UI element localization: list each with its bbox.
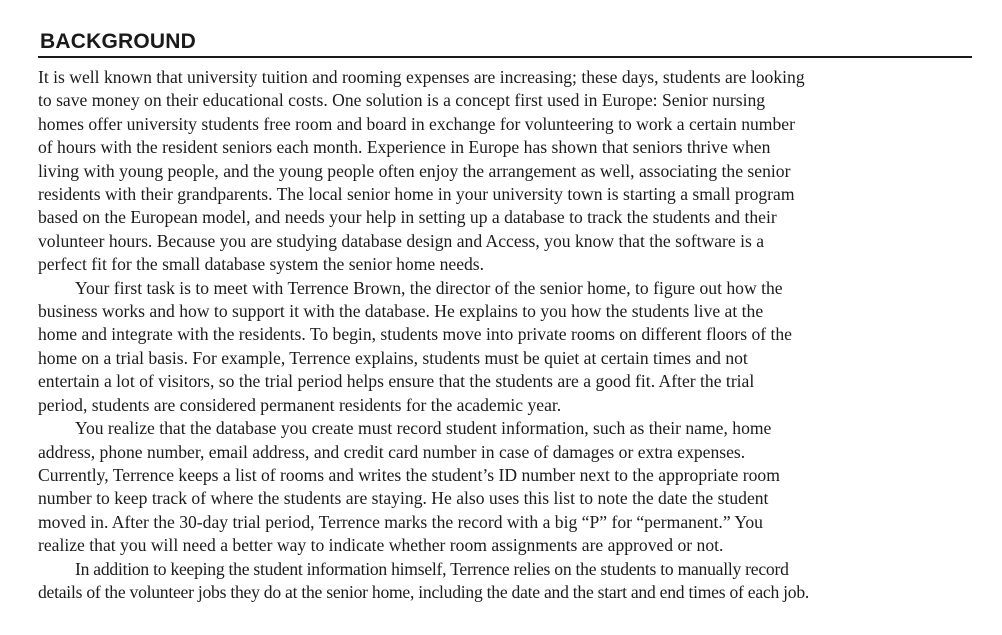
- paragraph: [38, 558, 974, 605]
- paragraph-line: In addition to keeping the student information himself, Terrence relies on the students to manually record: [75, 558, 789, 579]
- paragraph-line: Currently, Terrence keeps a list of rooms and writes the student’s ID number next to the appropriate room: [38, 464, 780, 485]
- paragraph-line: address, phone number, email address, and credit card number in case of damages or extra expenses.: [38, 441, 746, 462]
- paragraph-line: details of the volunteer jobs they do at the senior home, including the date and the start and end times of each job.: [38, 581, 810, 602]
- paragraph-line: residents with their grandparents. The local senior home in your university town is starting a small program: [38, 184, 795, 205]
- paragraph-line: based on the European model, and needs your help in setting up a database to track the students and their: [38, 207, 777, 228]
- paragraph-line: number to keep track of where the students are staying. He also uses this list to note the date the student: [38, 488, 769, 509]
- paragraph: [38, 417, 974, 557]
- paragraph-line: of hours with the resident seniors each month. Experience in Europe has shown that seniors thrive when: [38, 137, 771, 158]
- paragraph-line: to save money on their educational costs. One solution is a concept first used in Europe: Senior nursing: [38, 90, 766, 111]
- paragraph-line: It is well known that university tuition and rooming expenses are increasing; these days, students are looking: [38, 67, 805, 87]
- paragraph-line: realize that you will need a better way to indicate whether room assignments are approved or not.: [38, 535, 724, 556]
- paragraph-line: home and integrate with the residents. To begin, students move into private rooms on different floors of the: [38, 324, 792, 345]
- paragraph-line: entertain a lot of visitors, so the trial period helps ensure that the students are a good fit. After the trial: [38, 371, 755, 392]
- paragraph-line: You realize that the database you create must record student information, such as their name, home: [75, 418, 772, 439]
- paragraph-line: perfect fit for the small database system the senior home needs.: [38, 254, 485, 275]
- paragraph: [38, 66, 974, 277]
- paragraph-line: Your first task is to meet with Terrence Brown, the director of the senior home, to figure out how the: [75, 277, 783, 298]
- heading-rule: [38, 56, 972, 58]
- paragraph-line: volunteer hours. Because you are studying database design and Access, you know that the software is a: [38, 230, 765, 251]
- paragraph-line: homes offer university students free room and board in exchange for volunteering to work a certain number: [38, 113, 795, 134]
- paragraph-line: moved in. After the 30-day trial period, Terrence marks the record with a big “P” for “permanent.” You: [38, 511, 763, 532]
- paragraph-line: period, students are considered permanent residents for the academic year.: [38, 394, 562, 415]
- paragraph-line: living with young people, and the young people often enjoy the arrangement as well, associating the senior: [38, 160, 791, 181]
- section-heading: BACKGROUND: [40, 30, 196, 53]
- paragraph-line: home on a trial basis. For example, Terrence explains, students must be quiet at certain times and not: [38, 347, 748, 368]
- body-text: [38, 66, 974, 604]
- paragraph: [38, 277, 974, 417]
- paragraph-line: business works and how to support it with the database. He explains to you how the students live at the: [38, 301, 764, 322]
